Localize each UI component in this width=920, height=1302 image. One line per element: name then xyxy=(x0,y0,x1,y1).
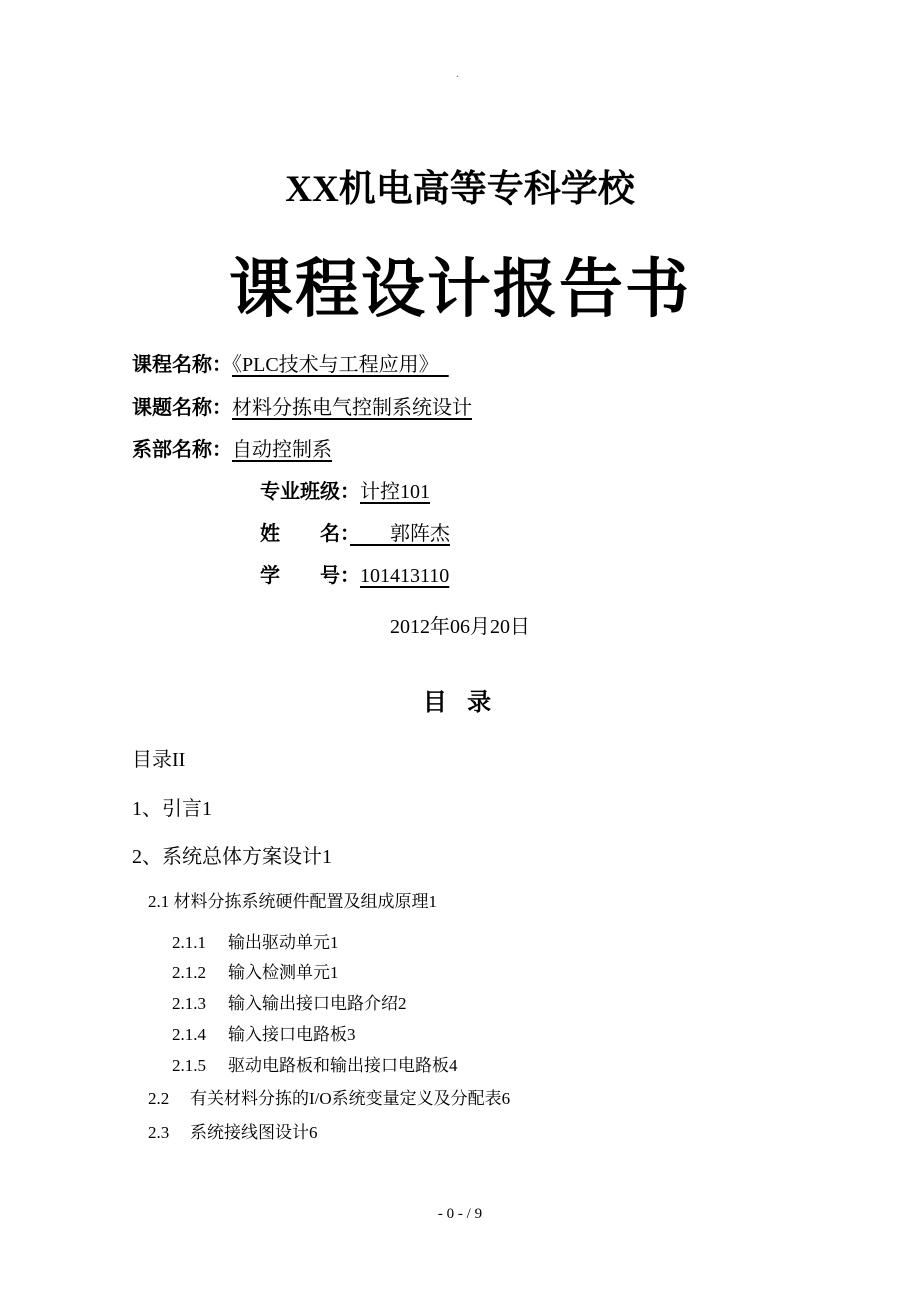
field-dept-value: 自动控制系 xyxy=(232,439,332,461)
toc-entry xyxy=(148,1084,510,1109)
field-class-value: 计控101 xyxy=(360,481,430,503)
page-number: - 0 - / 9 xyxy=(437,1206,483,1222)
field-topic-label: 课题名称： xyxy=(132,395,232,419)
toc-entry-text: 输入输出接口电路介绍2 xyxy=(228,994,407,1013)
toc-entry-number: 2.1.5 xyxy=(172,1056,206,1075)
school-name: XX机电高等专科学校 xyxy=(285,169,635,210)
toc-entry-number: 2.1.4 xyxy=(172,1025,206,1044)
toc-entry: 1、引言1 xyxy=(132,798,212,820)
toc-entry xyxy=(172,958,339,983)
field-class xyxy=(260,475,430,504)
toc-entry xyxy=(172,928,339,953)
field-id-label: 学 号： xyxy=(260,563,360,587)
toc-entry-text: 输入接口电路板3 xyxy=(228,1025,356,1044)
toc-entry-number: 2.1.1 xyxy=(172,933,206,952)
toc-entry xyxy=(172,1020,356,1045)
field-course-label: 课程名称： xyxy=(132,352,232,376)
toc-entry-text: 系统接线图设计6 xyxy=(190,1123,318,1142)
toc-entry xyxy=(172,1051,458,1076)
field-dept xyxy=(132,433,332,462)
field-dept-label: 系部名称： xyxy=(132,437,232,461)
field-name-value: 郭阵杰 xyxy=(350,523,450,545)
toc-entry: 目录II xyxy=(132,749,186,771)
toc-entry xyxy=(172,989,407,1014)
field-name-label: 姓 名： xyxy=(260,521,350,545)
toc-entry-number: 2.1.2 xyxy=(172,963,206,982)
field-course-value: 《PLC技术与工程应用》 xyxy=(232,354,449,376)
field-name xyxy=(260,517,450,546)
field-id xyxy=(260,559,449,588)
toc-entry-number: 2.1.3 xyxy=(172,994,206,1013)
toc-entry-text: 输出驱动单元1 xyxy=(228,933,339,952)
report-date: 2012年06月20日 xyxy=(390,616,530,638)
toc-entry-number: 2.2 xyxy=(148,1089,170,1108)
toc-title: 目 录 xyxy=(422,688,498,716)
toc-entry: 2.1 材料分拣系统硬件配置及组成原理1 xyxy=(148,892,437,911)
header-dot: . xyxy=(456,66,459,80)
toc-entry: 2、系统总体方案设计1 xyxy=(132,846,332,868)
field-topic-value: 材料分拣电气控制系统设计 xyxy=(232,397,472,419)
field-class-label: 专业班级： xyxy=(260,479,360,503)
field-course xyxy=(132,348,449,377)
toc-entry xyxy=(148,1118,318,1143)
toc-entry-text: 有关材料分拣的I/O系统变量定义及分配表6 xyxy=(190,1089,511,1108)
field-id-value: 101413110 xyxy=(360,565,450,587)
report-title: 课程设计报告书 xyxy=(229,253,691,327)
toc-entry-number: 2.3 xyxy=(148,1123,170,1142)
toc-entry-text: 输入检测单元1 xyxy=(228,963,339,982)
toc-entry-text: 驱动电路板和输出接口电路板4 xyxy=(228,1056,458,1075)
field-topic xyxy=(132,391,472,420)
